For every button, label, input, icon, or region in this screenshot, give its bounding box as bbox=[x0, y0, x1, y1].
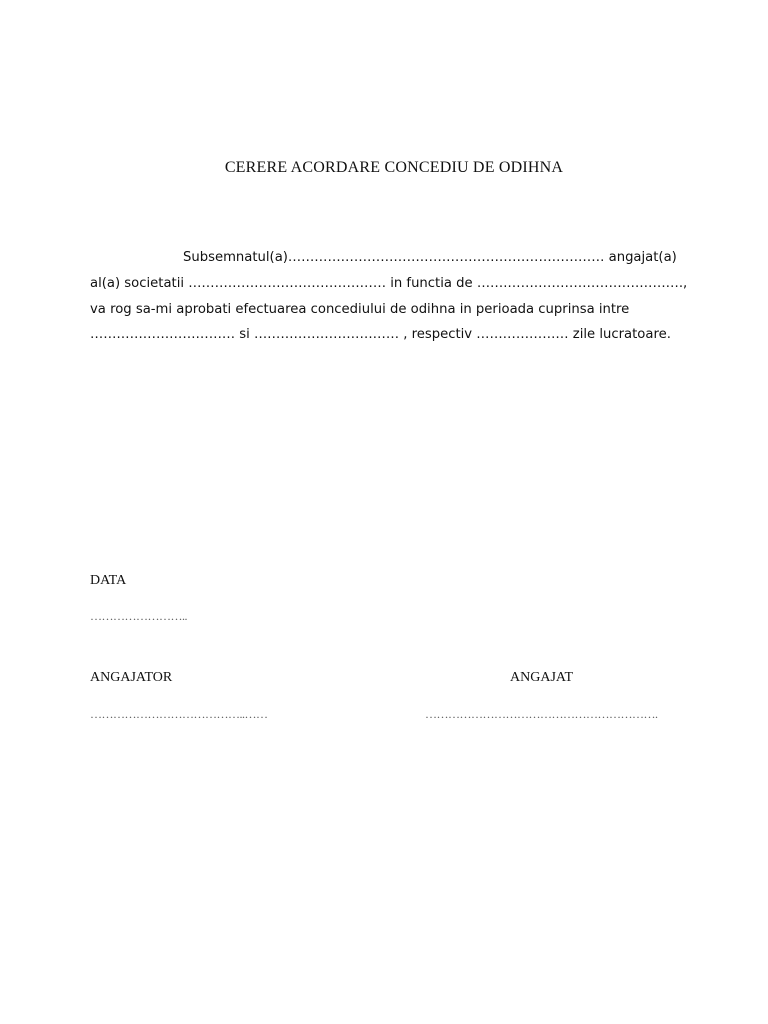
body-line-2: al(a) societatii ……………………………………… in functia de …….…………………………………., bbox=[90, 275, 688, 291]
date-placeholder: …………………….. bbox=[90, 609, 187, 623]
date-label: DATA bbox=[90, 573, 127, 588]
document-title: CERERE ACORDARE CONCEDIU DE ODIHNA bbox=[224, 159, 564, 176]
employee-signature-placeholder: ……………………………………………………. bbox=[425, 707, 658, 721]
employee-label: ANGAJAT bbox=[510, 670, 573, 685]
body-line-1: Subsemnatul(a)……………………………………………………………… angajat(a) bbox=[183, 250, 677, 265]
request-body bbox=[90, 245, 690, 348]
body-line-3: va rog sa-mi aprobati efectuarea concediului de odihna in perioada cuprinsa intre bbox=[90, 301, 630, 317]
body-line-4: …………………………… si …………………………… , respectiv ………………… zile lucratoare. bbox=[90, 327, 671, 343]
employer-label: ANGAJATOR bbox=[90, 670, 173, 685]
employer-signature-placeholder: …………………………………..…… bbox=[90, 707, 268, 721]
